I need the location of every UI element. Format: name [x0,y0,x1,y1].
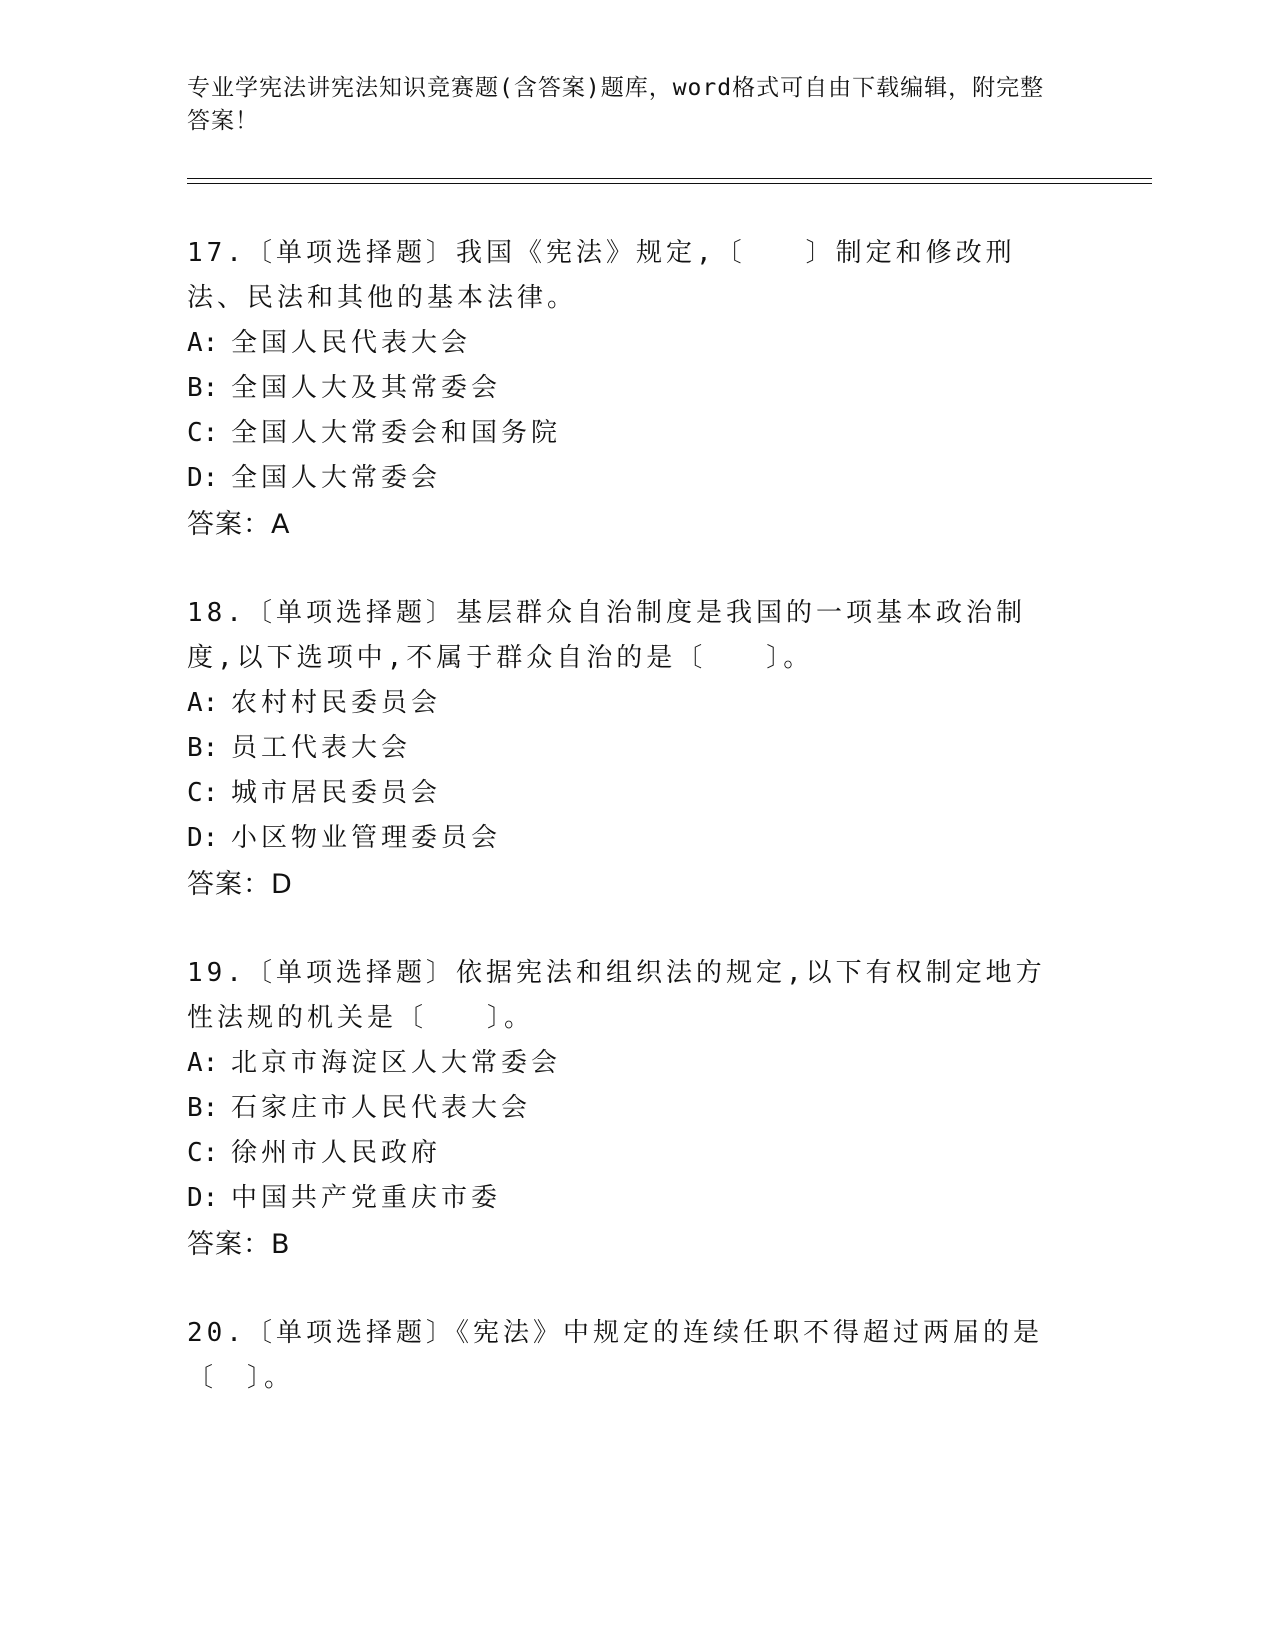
option-letter: D: [187,1183,219,1213]
option-d [187,1176,1067,1221]
option-text: 石家庄市人民代表大会 [231,1093,532,1123]
option-c [187,1131,1067,1176]
option-b [187,1086,1067,1131]
option-letter: D: [187,823,219,853]
question-19 [187,951,1067,1268]
question-20 [187,1311,1067,1401]
option-letter: B: [187,1093,219,1123]
document-header: 专业学宪法讲宪法知识竞赛题(含答案)题库，word格式可自由下载编辑，附完整答案！ [187,75,1045,134]
option-a [187,321,1067,366]
option-text: 农村村民委员会 [231,688,442,718]
option-a [187,681,1067,726]
option-a [187,1041,1067,1086]
option-letter: A: [187,688,219,718]
option-d [187,816,1067,861]
option-text: 员工代表大会 [231,733,412,763]
answer-line: 答案：B [187,1229,291,1260]
question-list [187,231,1067,1444]
header-rule-top [187,178,1152,179]
option-text: 中国共产党重庆市委 [231,1183,502,1213]
option-letter: A: [187,328,219,358]
answer-line: 答案：A [187,509,291,540]
question-stem: 17.〔单项选择题〕我国《宪法》规定,〔 〕制定和修改刑法、民法和其他的基本法律。 [187,238,1016,313]
question-stem: 18.〔单项选择题〕基层群众自治制度是我国的一项基本政治制度,以下选项中,不属于群众自治的是〔 〕。 [187,598,1026,673]
question-stem: 20.〔单项选择题〕《宪法》中规定的连续任职不得超过两届的是〔 〕。 [187,1318,1043,1393]
option-letter: C: [187,1138,219,1168]
question-stem: 19.〔单项选择题〕依据宪法和组织法的规定,以下有权制定地方性法规的机关是〔 〕。 [187,958,1046,1033]
option-b [187,726,1067,771]
option-c [187,411,1067,456]
option-letter: B: [187,373,219,403]
option-letter: B: [187,733,219,763]
option-text: 全国人大常委会 [231,463,442,493]
question-17 [187,231,1067,548]
option-text: 城市居民委员会 [231,778,442,808]
option-text: 全国人民代表大会 [231,328,472,358]
option-letter: A: [187,1048,219,1078]
answer-line: 答案：D [187,869,293,900]
option-c [187,771,1067,816]
option-b [187,366,1067,411]
header-rule-bottom [187,183,1152,184]
option-letter: C: [187,418,219,448]
option-d [187,456,1067,501]
option-letter: D: [187,463,219,493]
question-18 [187,591,1067,908]
option-text: 小区物业管理委员会 [231,823,502,853]
option-letter: C: [187,778,219,808]
option-text: 全国人大常委会和国务院 [231,418,562,448]
option-text: 徐州市人民政府 [231,1138,442,1168]
option-text: 全国人大及其常委会 [231,373,502,403]
option-text: 北京市海淀区人大常委会 [231,1048,562,1078]
